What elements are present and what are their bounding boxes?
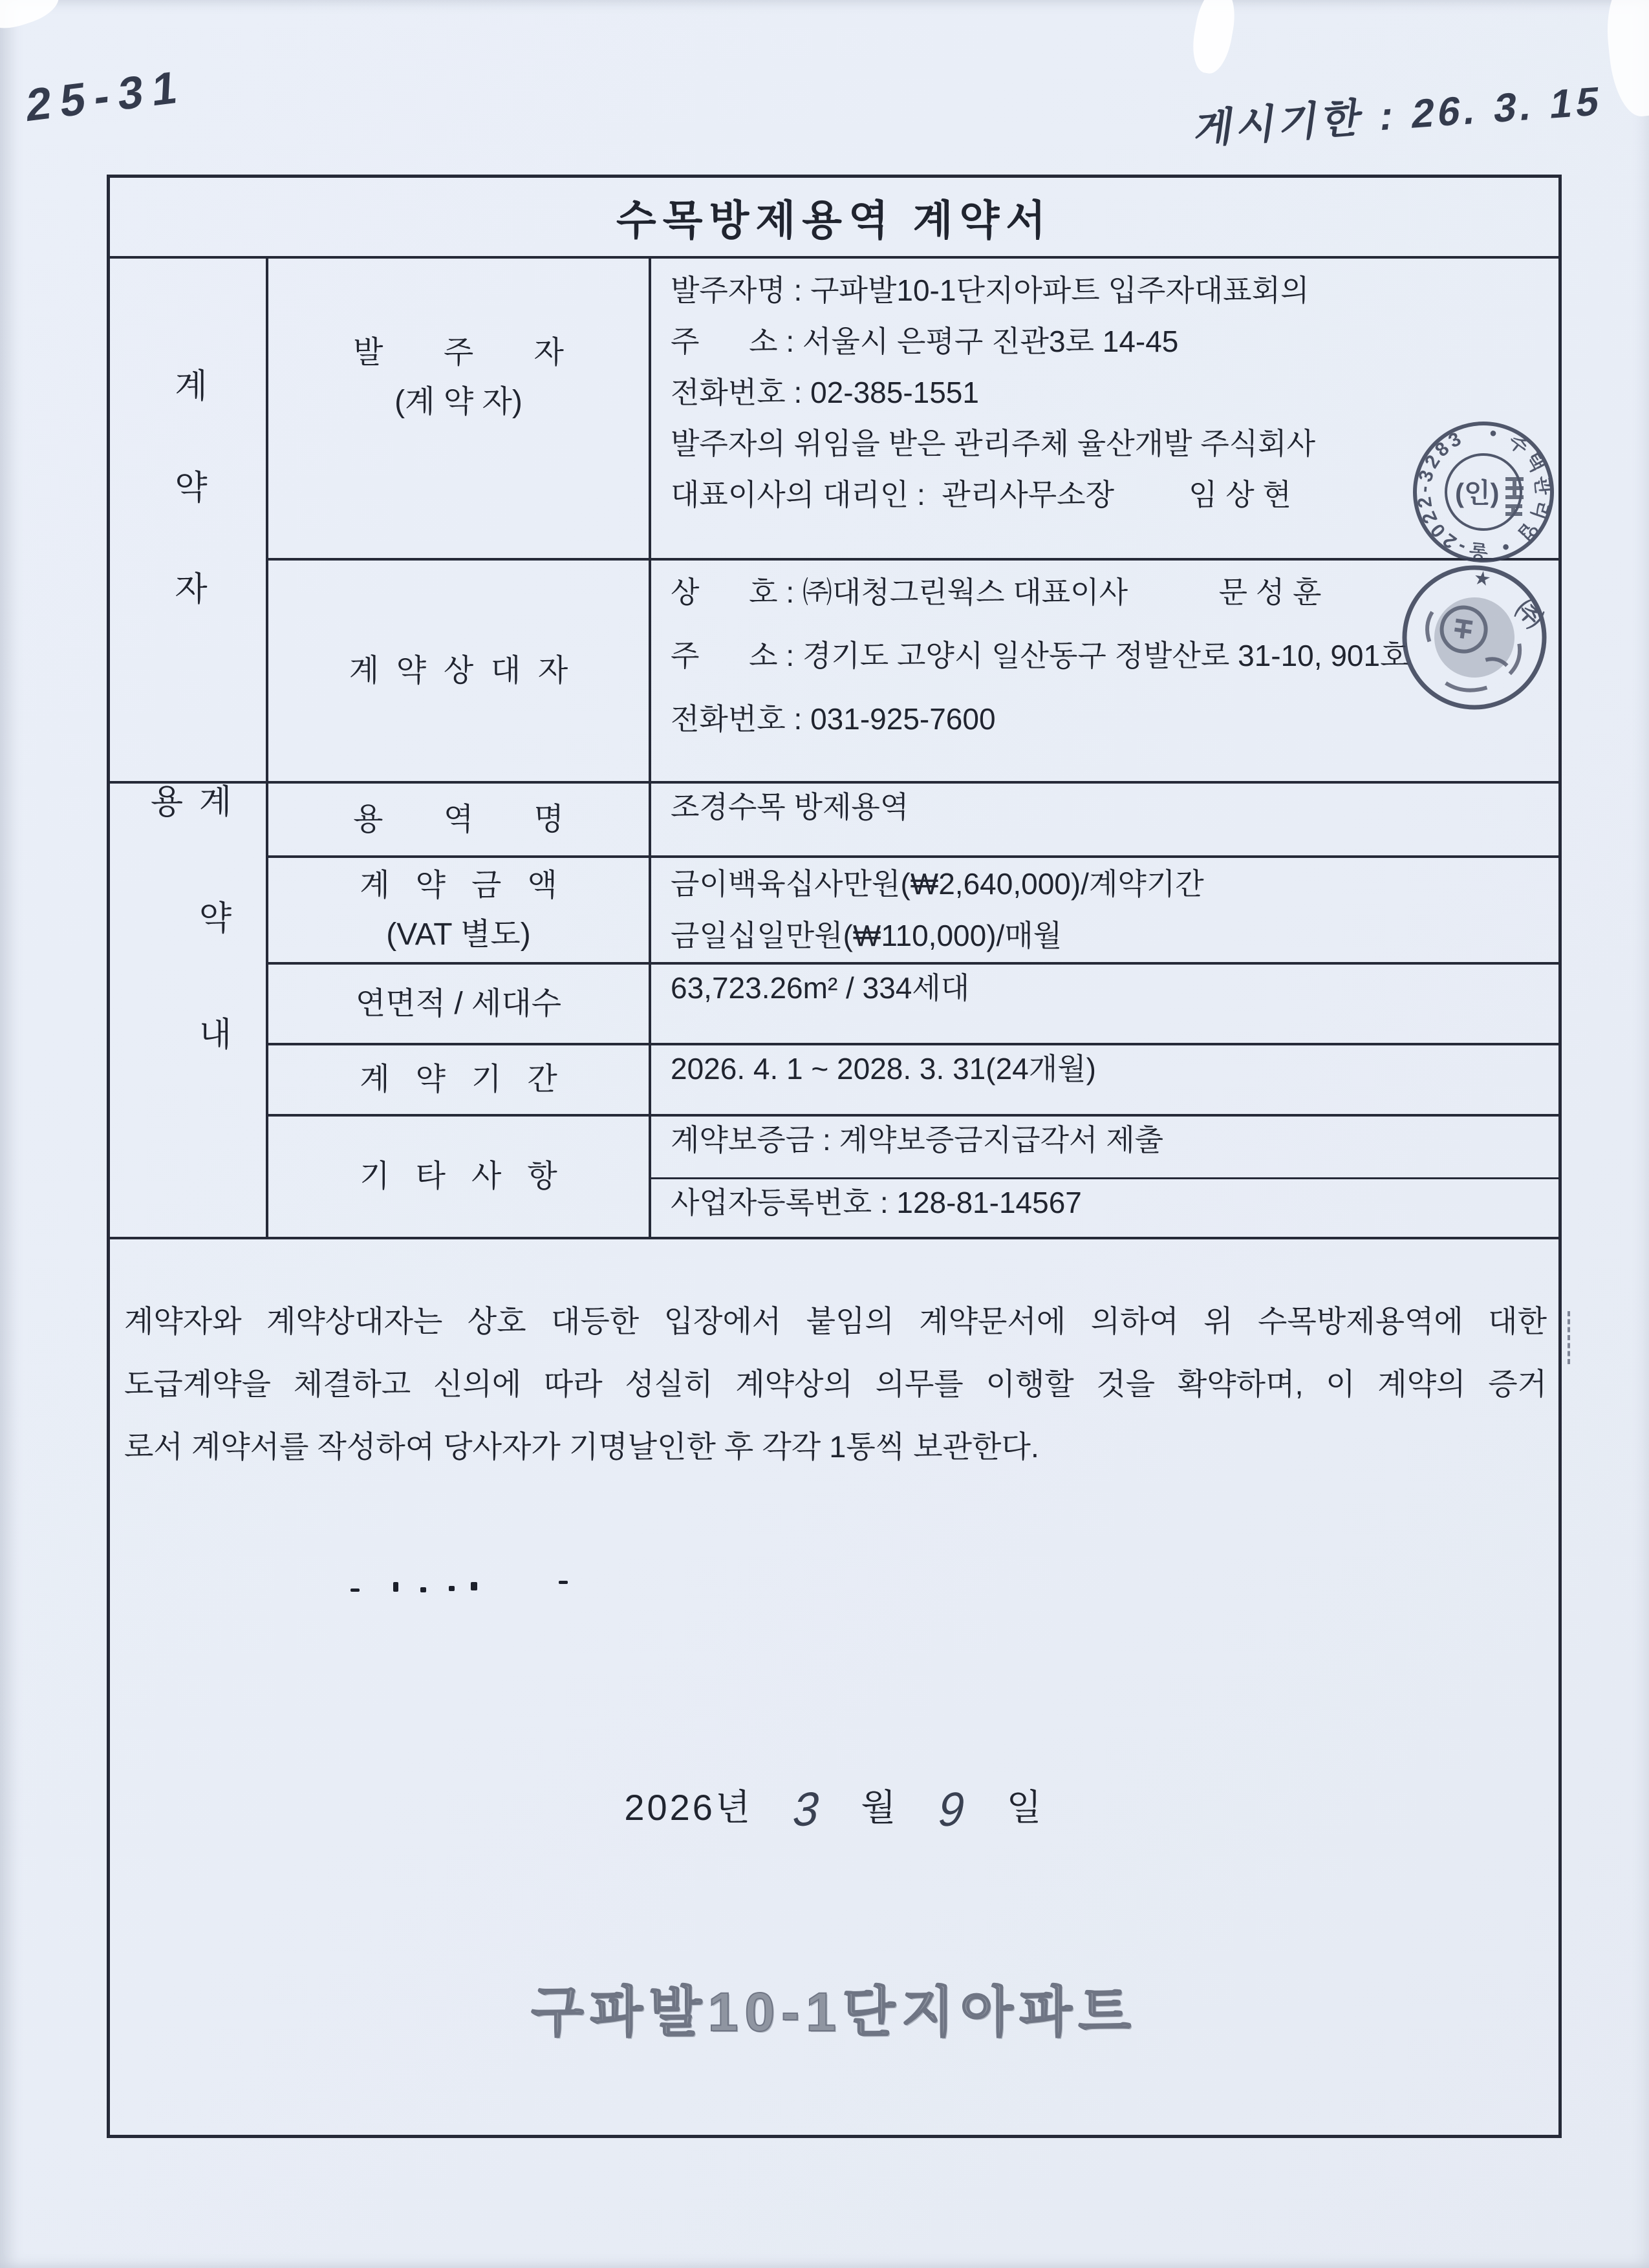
document-title: 수목방제용역 계약서 <box>616 197 1053 244</box>
pen-dash-mark <box>1568 1311 1570 1364</box>
area-value-cell <box>651 965 1558 1045</box>
group-label-parties <box>110 259 268 784</box>
terms-vertical-label: 계약내용 <box>144 784 231 1133</box>
period-value-cell <box>651 1045 1558 1117</box>
date-month-label: 월 <box>861 1787 899 1828</box>
contractor-stamp-star: ★ <box>1472 567 1493 591</box>
handwritten-note-posting-deadline: 게시기한 : 26. 3. 15 <box>1192 78 1606 153</box>
service-name-value-cell <box>651 784 1558 858</box>
orderer-representative-line: 대표이사의 대리인 : 관리사무소장 임 상 현 <box>671 478 1291 511</box>
orderer-address-line: 주 소 : 서울시 은평구 진관3로 14-45 <box>671 325 1179 358</box>
area-value: 63,723.26m² / 334세대 <box>671 971 970 1005</box>
orderer-role-line1: 발 주 자 <box>353 336 564 370</box>
contractor-role-label: 계 약 상 대 자 <box>349 653 568 688</box>
date-month-handwritten: 3 <box>792 1782 822 1837</box>
body-paragraph-line1: 계약자와 계약상대자는 상호 대등한 입장에서 붙임의 계약문서에 의하여 위 수목방제용역에 대한 <box>124 1304 1547 1338</box>
amount-value-cell <box>651 858 1558 965</box>
handwritten-note-top-left: 25-31 <box>25 60 188 131</box>
amount-label-cell <box>268 858 651 965</box>
group-label-terms <box>110 784 268 1239</box>
contractor-role-cell <box>268 561 651 784</box>
apartment-complex-title: 구파발10-1단지아파트 <box>531 1982 1137 2042</box>
orderer-stamp-center-text: (인) <box>1455 478 1500 508</box>
contractor-address-line: 주 소 : 경기도 고양시 일산동구 정발산로 31-10, 901호 <box>671 639 1409 672</box>
orderer-role-cell <box>268 259 651 561</box>
orderer-role-line2: (계 약 자) <box>394 385 523 419</box>
parties-vertical-label: 계약자 <box>169 367 206 672</box>
scan-white-edge <box>1602 0 1649 119</box>
amount-monthly-line: 금일십일만원(₩110,000)/매월 <box>671 919 1062 952</box>
period-label-cell <box>268 1045 651 1117</box>
service-name-label: 용 역 명 <box>353 802 564 837</box>
contract-date-line <box>110 1779 1558 1836</box>
etc-registration-cell <box>651 1179 1558 1239</box>
etc-deposit-cell <box>651 1117 1558 1179</box>
etc-label: 기 타 사 항 <box>360 1159 557 1193</box>
service-name-value: 조경수목 방제용역 <box>671 790 909 824</box>
orderer-phone-line: 전화번호 : 02-385-1551 <box>671 376 979 409</box>
contractor-stamp-corp-mark: ㈜ <box>1509 595 1548 635</box>
contractor-circular-stamp <box>1388 551 1561 724</box>
contract-table <box>107 175 1562 2138</box>
body-paragraph-line2: 도급계약을 체결하고 신의에 따라 성실히 계약상의 의무를 이행할 것을 확약하며, 이 계약의 증거 <box>124 1367 1547 1401</box>
orderer-name-line: 발주자명 : 구파발10-1단지아파트 입주자대표회의 <box>671 273 1310 307</box>
area-label-cell <box>268 965 651 1045</box>
etc-registration-value: 사업자등록번호 : 128-81-14567 <box>671 1186 1082 1219</box>
date-year: 2026년 <box>624 1787 753 1828</box>
orderer-delegation-line: 발주자의 위임을 받은 관리주체 율산개발 주식회사 <box>671 427 1316 460</box>
orderer-circular-stamp <box>1408 417 1558 567</box>
body-paragraph-line3: 로서 계약서를 작성하여 당사자가 기명날인한 후 각각 1통씩 보관한다. <box>124 1429 1039 1464</box>
date-day-label: 일 <box>1006 1787 1044 1828</box>
title-row <box>110 178 1558 259</box>
amount-label-line1: 계 약 금 액 <box>360 868 557 903</box>
date-day-handwritten: 9 <box>937 1782 968 1837</box>
period-value: 2026. 4. 1 ~ 2028. 3. 31(24개월) <box>671 1052 1096 1086</box>
ink-specks <box>350 1581 583 1596</box>
contractor-company-line: 상 호 : ㈜대청그린웍스 대표이사 문 성 훈 <box>671 575 1322 609</box>
amount-total-line: 금이백육십사만원(₩2,640,000)/계약기간 <box>671 867 1204 901</box>
scan-white-corner <box>0 0 63 36</box>
contractor-phone-line: 전화번호 : 031-925-7600 <box>671 702 996 736</box>
orderer-stamp-ring-text: • 주택관리업 • 울-2022-3283 <box>1413 422 1554 563</box>
area-label: 연면적 / 세대수 <box>355 986 562 1021</box>
etc-deposit-value: 계약보증금 : 계약보증금지급각서 제출 <box>671 1123 1164 1157</box>
etc-label-cell <box>268 1117 651 1239</box>
amount-label-line2: (VAT 별도) <box>386 917 531 952</box>
body-section <box>110 1239 1558 2135</box>
service-name-label-cell <box>268 784 651 858</box>
scan-white-streak <box>1188 0 1240 76</box>
period-label: 계 약 기 간 <box>360 1062 557 1097</box>
